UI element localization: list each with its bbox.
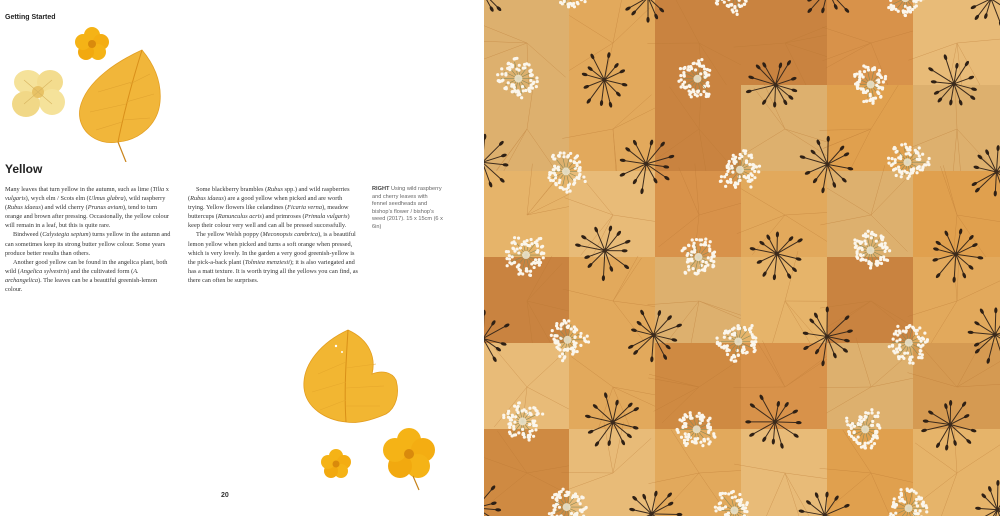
pressed-leaf-collage-image xyxy=(484,0,1000,516)
paragraph: The yellow Welsh poppy (Meconopsis cambrica), is a beautiful lemon yellow when picked and turns a soft orange when pressed, which is very lovely. In the garden a very good greenish-yellow is the pick-a-back plant (Tolmiea menziesii); it is also variegated and has a matt texture. It is worth trying all the yellows you can find, as there can often be surprises. xyxy=(188,231,358,284)
paragraph: Another good yellow can be found in the angelica plant, both wild (Angelica sylvestris) and the cultivated form (A. archangelica). The leaves can be a beautiful greenish-lemon colour. xyxy=(5,258,168,294)
body-column-1 xyxy=(5,185,175,294)
buttercup-small-bottom xyxy=(321,449,351,478)
section-heading: Yellow xyxy=(5,162,43,176)
paragraph: Bindweed (Calystegia sepium) turns yellow in the autumn and can sometimes keep its strong butter yellow colour. Some years produce better results than others. xyxy=(5,231,171,257)
leaf-tile xyxy=(913,171,1000,259)
image-caption: RIGHT Using wild raspberry and cherry leaves with fennel seedheads and bishop’s flower / bishop’s weed (2017). 15 x 15cm (6 x 6in) xyxy=(372,186,443,230)
buttercup-small-top xyxy=(75,27,109,60)
running-head: Getting Started xyxy=(5,14,56,21)
pale-yellow-flower xyxy=(12,70,65,117)
leaf-tile xyxy=(655,429,743,516)
pressed-flowers-top-illustration xyxy=(0,22,200,162)
left-page xyxy=(0,0,484,516)
leaf-tile xyxy=(484,85,571,173)
right-page-collage xyxy=(484,0,1000,516)
buttercup-large-bottom xyxy=(383,428,435,490)
leaf-tile xyxy=(741,429,829,516)
yellow-lime-leaf xyxy=(79,50,160,162)
page-number: 20 xyxy=(221,492,229,499)
paragraph: Many leaves that turn yellow in the autumn, such as lime (Tilia x vulgaris), wych elm / Scots elm (Ulmus glabra), wild raspberry (Rubus idaeus) and wild cherry (Prunus avium), tend to turn orange and brown after pressing. Occasionally, the yellow colour will remain in a leaf, but this is quite rare. xyxy=(5,186,169,230)
yellow-heart-leaf xyxy=(304,330,398,423)
paragraph: Some blackberry brambles (Rubus spp.) and wild raspberries (Rubus idaeus) are a good yellow when picked and are worth trying. Yellow flowers like celandines (Ficaria verna), meadow buttercups (Ranunculus acris) and primroses (Primula vulgaris) keep their colour very well and can all be pressed successfully. xyxy=(188,186,350,230)
body-column-2 xyxy=(188,185,360,285)
pressed-flowers-bottom-illustration xyxy=(296,322,446,492)
